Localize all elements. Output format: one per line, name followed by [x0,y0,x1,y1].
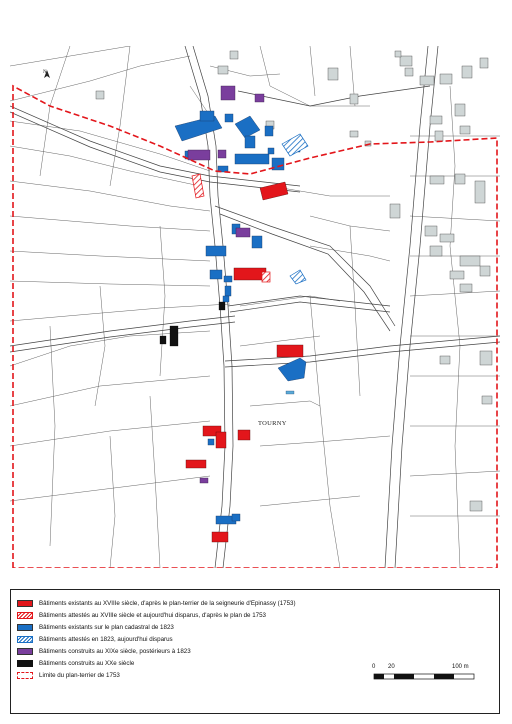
legend-swatch-red [17,600,33,607]
legend-item-black [17,658,134,668]
legend-swatch-red-hatched [17,612,33,619]
legend [10,589,500,714]
legend-item-blue-hatched [17,634,173,644]
legend-item-red [17,598,296,608]
legend-item-red-hatched [17,610,266,620]
scale-bar-graphic [360,673,490,687]
legend-swatch-boundary [17,672,33,679]
scale-label-100: 100 m [452,664,469,670]
legend-item-boundary [17,670,120,680]
legend-swatch-purple [17,648,33,655]
place-label-tourny: TOURNY [258,420,287,427]
north-label: N [43,70,47,75]
legend-label-red: Bâtiments existants au XVIIIe siècle, d'après le plan-terrier de la seigneurie d'Epinassy (1753) [39,599,296,607]
scale-label-20: 20 [388,664,395,670]
legend-label-black: Bâtiments construits au XXe siècle [39,659,135,667]
scale-bar [360,664,490,690]
cadastral-map [10,46,500,568]
small-annex [286,391,294,394]
buildings-1823-disappeared [282,134,308,284]
legend-label-purple: Bâtiments construits au XIXe siècle, postérieurs à 1823 [39,647,191,655]
legend-swatch-black [17,660,33,667]
legend-label-blue: Bâtiments existants sur le plan cadastral de 1823 [39,623,174,631]
legend-swatch-blue-hatched [17,636,33,643]
legend-item-blue [17,622,174,632]
legend-item-purple [17,646,191,656]
legend-label-blue-hatched: Bâtiments attestés en 1823, aujourd'hui disparus [39,635,173,643]
scale-label-0: 0 [372,664,376,670]
legend-label-boundary: Limite du plan-terrier de 1753 [39,671,120,679]
legend-label-red-hatched: Bâtiments attestés au XVIIIe siècle et aujourd'hui disparus, d'après le plan de 1753 [39,611,266,619]
buildings-1753-disappeared [192,174,270,282]
legend-swatch-blue [17,624,33,631]
